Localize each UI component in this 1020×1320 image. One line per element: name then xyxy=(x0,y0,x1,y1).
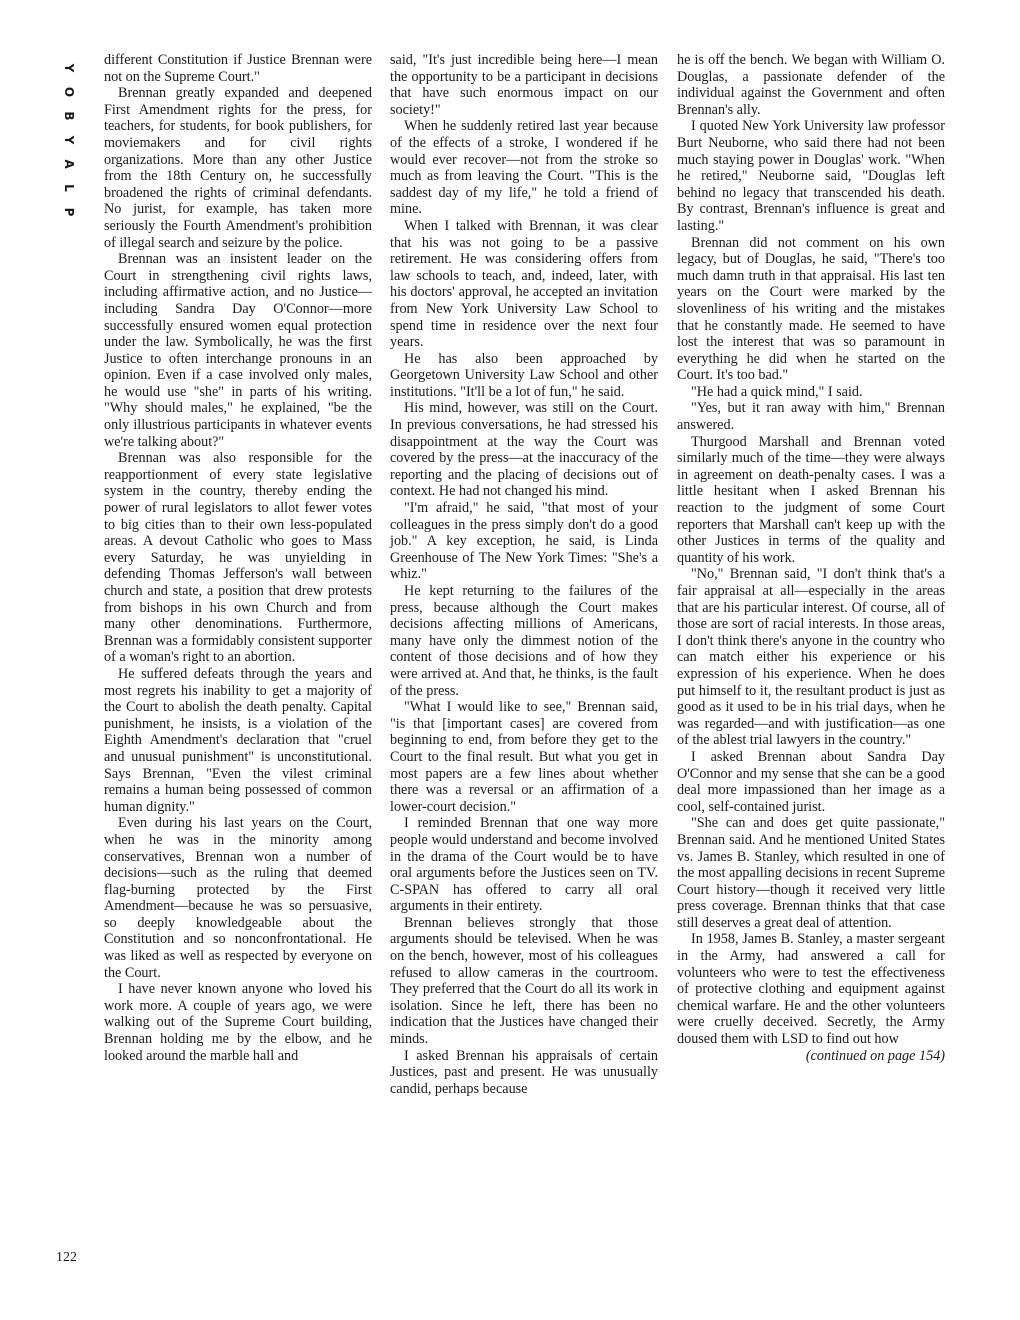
paragraph: Brennan was an insistent leader on the Court in strengthening civil rights laws, including affirmative action, and no Justice—including Sandra Day O'Connor—more successfully ensured women equal protection under the law. Symbolically, he was the first Justice to often interchange pronouns in an opinion. Even if a case involved only males, he would use "she" in parts of his writing. "Why should males," he explained, "be the only illustrious participants in whatever events we're talking about?" xyxy=(104,251,372,450)
paragraph: different Constitution if Justice Brennan were not on the Supreme Court." xyxy=(104,52,372,85)
paragraph: "What I would like to see," Brennan said, "is that [important cases] are covered from beginning to end, from before they get to the Court to the final result. But what you get in most papers are a few lines about whether there was a reversal or an affirmation of a lower-court decision." xyxy=(390,699,658,815)
paragraph: said, "It's just incredible being here—I mean the opportunity to be a participant in decisions that have such enormous impact on our society!" xyxy=(390,52,658,118)
masthead-letter: Y xyxy=(62,63,76,73)
paragraph: I reminded Brennan that one way more people would understand and become involved in the drama of the Court would be to have oral arguments before the Justices seen on TV. C-SPAN has offered to carry all oral arguments in their entirety. xyxy=(390,815,658,915)
article-column-3 xyxy=(677,52,945,1064)
paragraph: I asked Brennan about Sandra Day O'Connor and my sense that she can be a good deal more impassioned than her image as a cool, self-contained jurist. xyxy=(677,748,945,815)
masthead-letter: O xyxy=(62,86,76,98)
paragraph: I quoted New York University law professor Burt Neuborne, who said there had not been much staying power in Douglas' work. "When he retired," Neuborne said, "Douglas left behind no legacy that transcended his death. By contrast, Brennan's influence is great and lasting." xyxy=(677,118,945,234)
paragraph: His mind, however, was still on the Court. In previous conversations, he had stressed his disappointment at the way the Court was covered by the press—at the inaccuracy of the reporting and the placing of decisions out of context. He had not changed his mind. xyxy=(390,400,658,500)
masthead-letter: B xyxy=(62,111,76,121)
paragraph: he is off the bench. We began with William O. Douglas, a passionate defender of the individual against the Government and often Brennan's ally. xyxy=(677,52,945,118)
paragraph: Even during his last years on the Court, when he was in the minority among conservatives, Brennan won a number of decisions—such as the ruling that deemed flag-burning protected by the First Amendment—because he was so persuasive, so deeply knowledgeable about the Constitution and so nonconfrontational. He was liked as well as respected by everyone on the Court. xyxy=(104,815,372,981)
paragraph: Thurgood Marshall and Brennan voted similarly much of the time—they were always in agreement on death-penalty cases. I was a little hesitant when I asked Brennan his reaction to the judgment of some Court reporters that Marshall can't keep up with the other Justices in terms of the quality and quantity of his work. xyxy=(677,433,945,566)
paragraph: In 1958, James B. Stanley, a master sergeant in the Army, had answered a call for volunteers who were to test the effectiveness of protective clothing and equipment against chemical warfare. He and the other volunteers were cruelly deceived. Secretly, the Army doused them with LSD to find out how xyxy=(677,931,945,1048)
paragraph: "She can and does get quite passionate," Brennan said. And he mentioned United States vs. James B. Stanley, which resulted in one of the most appalling decisions in recent Supreme Court history—though it received very little press coverage. Brennan thinks that that case still deserves a great deal of attention. xyxy=(677,815,945,931)
paragraph: "He had a quick mind," I said. xyxy=(691,383,863,400)
paragraph: I have never known anyone who loved his work more. A couple of years ago, we were walking out of the Supreme Court building, Brennan holding me by the elbow, and he looked around the marble hall and xyxy=(104,981,372,1064)
article-column-2 xyxy=(390,52,658,1097)
paragraph: "Yes, but it ran away with him," Brennan answered. xyxy=(677,400,945,434)
playboy-masthead xyxy=(56,56,82,224)
paragraph: When he suddenly retired last year because of the effects of a stroke, I wondered if he would ever recover—not from the stroke so much as from leaving the Court. "This is the saddest day of my life," he told a friend of mine. xyxy=(390,118,658,218)
paragraph: "No," Brennan said, "I don't think that's a fair appraisal at all—especially in the areas that are his particular interest. Of course, all of those are sort of racial interests. In those areas, I don't think there's anyone in the country who can match either his experience or his expression of his experience. When he does put himself to it, the resultant product is just as good as it used to be in his trial days, when he was regarded—and with justification—as one of the ablest trial lawyers in the country." xyxy=(677,566,945,749)
paragraph: Brennan was also responsible for the reapportionment of every state legislative system in the country, thereby ending the power of rural legislators to allot fewer votes to big cities than to their own less-populated areas. A devout Catholic who goes to Mass every Saturday, he was unyielding in defending Thomas Jefferson's wall between church and state, a position that drew protests from bishops in his own Church and from many other denominations. Furthermore, Brennan was a formidably consistent supporter of a woman's right to an abortion. xyxy=(104,450,372,666)
paragraph: He suffered defeats through the years and most regrets his inability to get a majority of the Court to abolish the death penalty. Capital punishment, he insists, is a violation of the Eighth Amendment's declaration that "cruel and unusual punishment" is unconstitutional. Says Brennan, "Even the vilest criminal remains a human being possessed of common human dignity." xyxy=(104,665,372,815)
paragraph: "I'm afraid," he said, "that most of your colleagues in the press simply don't do a good job." A key exception, he said, is Linda Greenhouse of The New York Times: "She's a whiz." xyxy=(390,500,658,583)
paragraph: Brennan greatly expanded and deepened First Amendment rights for the press, for teachers, for students, for book publishers, for moviemakers and for civil rights organizations. More than any other Justice from the 18th Century on, he successfully broadened the rights of criminal defendants. No jurist, for example, has taken more seriously the Fourth Amendment's prohibition of illegal search and seizure by the police. xyxy=(104,85,372,251)
continuation-note: (continued on page 154) xyxy=(805,1047,945,1064)
masthead-letter: P xyxy=(62,207,76,217)
article-column-1 xyxy=(104,52,372,1064)
page-number: 122 xyxy=(56,1250,77,1265)
masthead-letter: L xyxy=(62,184,76,192)
paragraph: When I talked with Brennan, it was clear that his was not going to be a passive retirement. He was considering offers from law schools to teach, and, indeed, later, with his doctors' approval, he accepted an invitation from New York University Law School to spend time in residence over the next four years. xyxy=(390,217,658,351)
masthead-letter: A xyxy=(62,159,76,169)
paragraph: I asked Brennan his appraisals of certain Justices, past and present. He was unusually candid, perhaps because xyxy=(390,1047,658,1097)
paragraph: He has also been approached by Georgetown University Law School and other institutions. "It'll be a lot of fun," he said. xyxy=(390,350,658,400)
masthead-letter: Y xyxy=(62,135,76,145)
paragraph: Brennan did not comment on his own legacy, but of Douglas, he said, "There's too much damn truth in that appraisal. His last ten years on the Court were marked by the slovenliness of his writing and the mistakes that he constantly made. He seemed to have lost the interest that was so paramount in everything he did when he started on the Court. It's too bad." xyxy=(677,234,945,384)
paragraph: Brennan believes strongly that those arguments should be televised. When he was on the bench, however, most of his colleagues refused to allow cameras in the courtroom. They preferred that the Court do all its work in isolation. Since he left, there has been no indication that the Justices have changed their minds. xyxy=(390,914,658,1048)
paragraph: He kept returning to the failures of the press, because although the Court makes decisions affecting millions of Americans, many have only the dimmest notion of the content of those decisions and of how they were arrived at. And that, he thinks, is the fault of the press. xyxy=(390,583,658,699)
